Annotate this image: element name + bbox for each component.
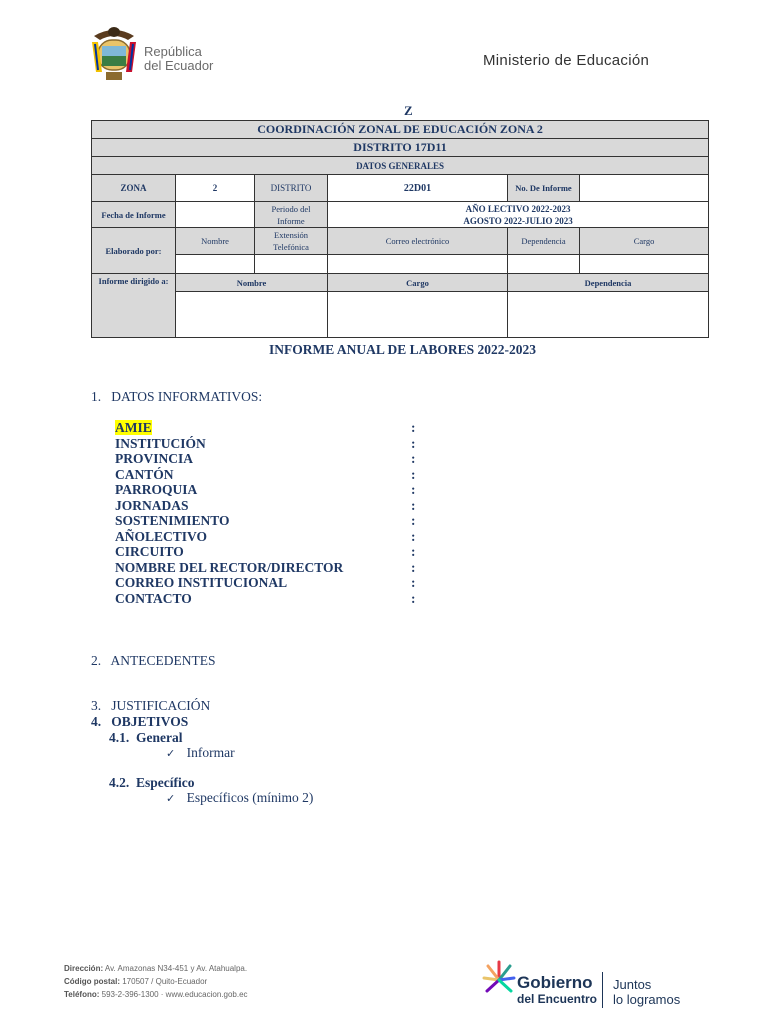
section-1-heading: 1. DATOS INFORMATIVOS: xyxy=(91,389,263,404)
informative-fields-list xyxy=(115,420,343,606)
dir-col-nombre: Nombre xyxy=(176,274,328,292)
elaborado-dependencia-value xyxy=(508,255,580,274)
field-colons: : : : : : : : : : : : : xyxy=(411,420,416,606)
dir-col-dependencia: Dependencia xyxy=(508,274,709,292)
col-cargo: Cargo xyxy=(580,228,709,255)
field-rector: NOMBRE DEL RECTOR/DIRECTOR xyxy=(115,559,344,575)
footer-divider xyxy=(602,972,603,1008)
col-nombre: Nombre xyxy=(176,228,255,255)
general-objective-item: ✓ Informar xyxy=(166,745,235,760)
col-dependencia: Dependencia xyxy=(508,228,580,255)
col-extension: Extensión Telefónica xyxy=(255,228,328,255)
slogan: Juntos lo logramos xyxy=(613,977,681,1007)
fecha-informe-label: Fecha de Informe xyxy=(92,202,176,228)
field-jornadas: JORNADAS xyxy=(115,497,189,513)
dirigido-label: Informe dirigido a: xyxy=(92,274,176,338)
dir-nombre-value xyxy=(176,292,328,338)
check-icon: ✓ xyxy=(166,792,176,805)
gobierno-logo-burst-icon xyxy=(482,958,516,998)
field-circuito: CIRCUITO xyxy=(115,544,184,559)
anio-lectivo: AÑO LECTIVO 2022-2023 xyxy=(465,203,571,214)
zona-value: 2 xyxy=(176,175,255,202)
section-4-2-heading: 4.2. Específico xyxy=(109,775,195,790)
elaborado-por-label: Elaborado por: xyxy=(92,228,176,274)
republic-name: República del Ecuador xyxy=(144,44,214,73)
col-correo: Correo electrónico xyxy=(328,228,508,255)
district-header: DISTRITO 17D11 xyxy=(92,139,709,157)
elaborado-cargo-value xyxy=(580,255,709,274)
check-icon: ✓ xyxy=(166,747,176,760)
general-data-table xyxy=(91,120,709,338)
distrito-label: DISTRITO xyxy=(255,175,328,202)
footer-address: Dirección: Av. Amazonas N34-451 y Av. Atahualpa. Código postal: 170507 / Quito-Ecuador Teléfono: 593-2-396-1300 · www.educacion.gob.ec xyxy=(64,964,248,999)
no-informe-value xyxy=(580,175,709,202)
field-canton: CANTÓN xyxy=(115,466,174,482)
field-provincia: PROVINCIA xyxy=(115,451,194,466)
top-letter: Z xyxy=(404,103,413,118)
report-title: INFORME ANUAL DE LABORES 2022-2023 xyxy=(269,342,537,357)
dir-col-cargo: Cargo xyxy=(328,274,508,292)
field-correo: CORREO INSTITUCIONAL xyxy=(115,575,288,590)
ecuador-coat-of-arms-logo xyxy=(88,22,140,86)
section-2-heading: 2. ANTECEDENTES xyxy=(91,653,216,668)
dir-dependencia-value xyxy=(508,292,709,338)
section-4-heading: 4. OBJETIVOS xyxy=(91,714,189,729)
field-parroquia: PARROQUIA xyxy=(115,482,198,497)
field-aniolectivo: AÑOLECTIVO xyxy=(115,528,207,544)
specific-objective-item: ✓ Específicos (mínimo 2) xyxy=(166,790,314,805)
no-informe-label: No. De Informe xyxy=(508,175,580,202)
periodo-dates: AGOSTO 2022-JULIO 2023 xyxy=(463,215,573,226)
elaborado-extension-value xyxy=(255,255,328,274)
dir-cargo-value xyxy=(328,292,508,338)
field-amie: AMIE xyxy=(115,420,152,435)
fecha-informe-value xyxy=(176,202,255,228)
elaborado-nombre-value xyxy=(176,255,255,274)
coordination-header: COORDINACIÓN ZONAL DE EDUCACIÓN ZONA 2 xyxy=(92,121,709,139)
field-sostenimiento: SOSTENIMIENTO xyxy=(115,513,230,528)
ministry-name: Ministerio de Educación xyxy=(483,52,650,69)
section-3-heading: 3. JUSTIFICACIÓN xyxy=(91,698,211,713)
general-data-header: DATOS GENERALES xyxy=(92,157,709,175)
elaborado-correo-value xyxy=(328,255,508,274)
periodo-informe-label: Periodo del Informe xyxy=(255,202,328,228)
field-contacto: CONTACTO xyxy=(115,590,192,606)
periodo-informe-value xyxy=(328,202,709,228)
section-4-1-heading: 4.1. General xyxy=(109,730,183,745)
field-institucion: INSTITUCIÓN xyxy=(115,435,206,451)
gobierno-logo-text: Gobierno del Encuentro xyxy=(517,973,598,1006)
zona-label: ZONA xyxy=(92,175,176,202)
distrito-value: 22D01 xyxy=(328,175,508,202)
